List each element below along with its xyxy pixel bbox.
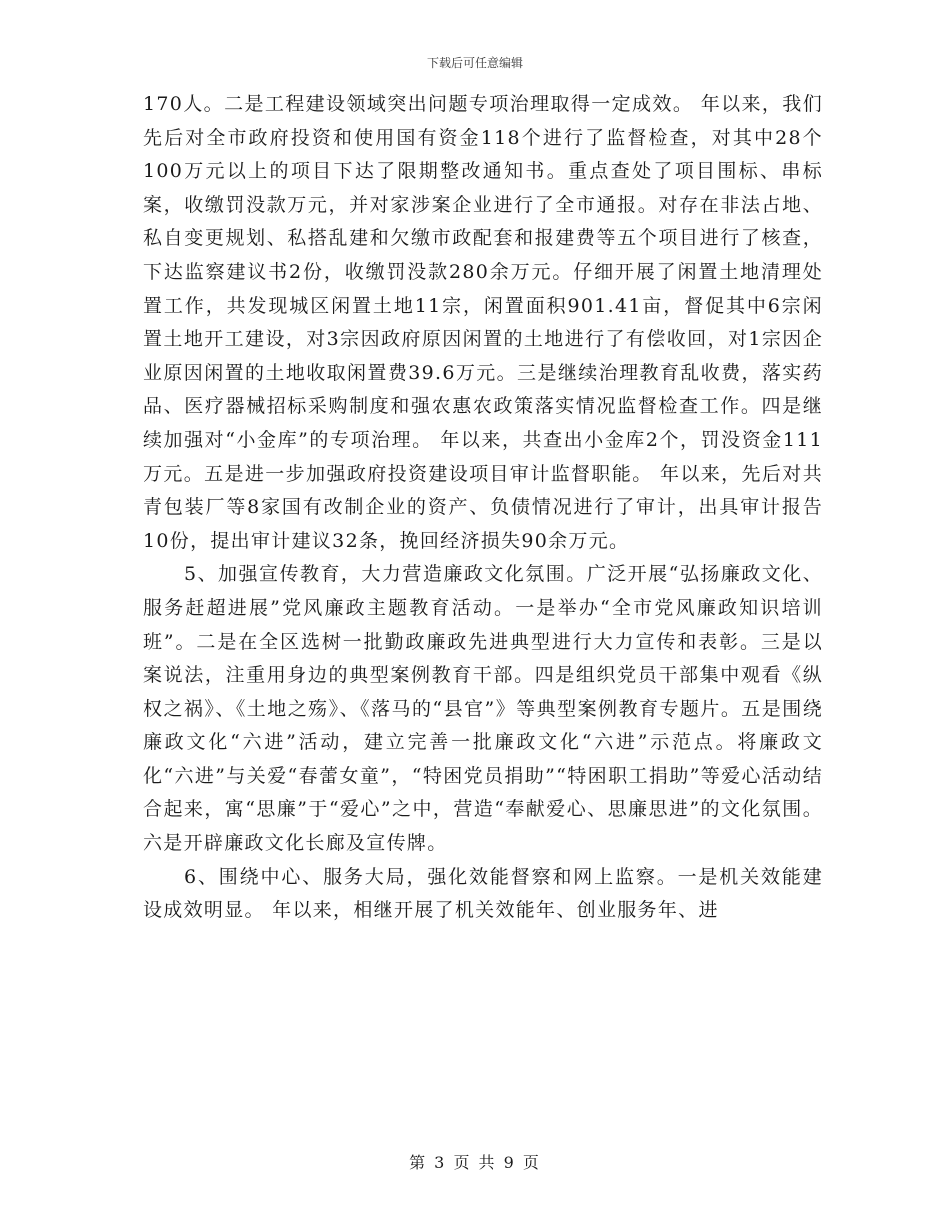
paragraph-integrity-education: 5、加强宣传教育，大力营造廉政文化氛围。广泛开展“弘扬廉政文化、服务赶超进展”党风廉政主题教育活动。一是举办“全市党风廉政知识培训班”。二是在全区选树一批勤政廉政先进典型进行大力宣传和表彰。三是以案说法，注重用身边的典型案例教育干部。四是组织党员干部集中观看《纵权之祸》、《土地之殇》、《落马的“县官”》等典型案例教育专题片。五是围绕廉政文化“六进”活动，建立完善一批廉政文化“六进”示范点。将廉政文化“六进”与关爱“春蕾女童”，“特困党员捐助”“特困职工捐助”等爱心活动结合起来，寓“思廉”于“爱心”之中，营造“奉献爱心、思廉思进”的文化氛围。六是开辟廉政文化长廊及宣传牌。: [143, 563, 823, 855]
page-number: 第 3 页 共 9 页: [409, 1153, 541, 1172]
page-header: 下载后可任意编辑: [426, 56, 523, 70]
paragraph-efficiency-supervision: 6、围绕中心、服务大局，强化效能督察和网上监察。一是机关效能建设成效明显。 年以来，相继开展了机关效能年、创业服务年、进: [143, 865, 823, 922]
paragraph-governance-results: 170人。二是工程建设领域突出问题专项治理取得一定成效。 年以来，我们先后对全市政府投资和使用国有资金118个进行了监督检查，对其中28个100万元以上的项目下达了限期整改通知书。重点查处了项目围标、串标案，收缴罚没款万元，并对家涉案企业进行了全市通报。对存在非法占地、私自变更规划、私搭乱建和欠缴市政配套和报建费等五个项目进行了核查，下达监察建议书2份，收缴罚没款280余万元。仔细开展了闲置土地清理处置工作，共发现城区闲置土地11宗，闲置面积901.41亩，督促其中6宗闲置土地开工建设，对3宗因政府原因闲置的土地进行了有偿收回，对1宗因企业原因闲置的土地收取闲置费39.6万元。三是继续治理教育乱收费，落实药品、医疗器械招标采购制度和强农惠农政策落实情况监督检查工作。四是继续加强对“小金库”的专项治理。 年以来，共查出小金库2个，罚没资金111万元。五是进一步加强政府投资建设项目审计监督职能。 年以来，先后对共青包装厂等8家国有改制企业的资产、负债情况进行了审计，出具审计报告10份，提出审计建议32条，挽回经济损失90余万元。: [143, 93, 823, 552]
document-body: [143, 88, 823, 928]
